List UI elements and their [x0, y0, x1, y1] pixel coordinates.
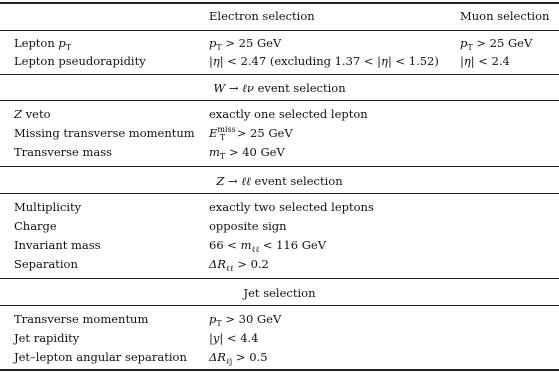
row-label: Lepton pseudorapidity — [14, 54, 146, 68]
table-row — [0, 124, 559, 142]
row-value: $\Delta R_{\ell j} > 0.5$ — [209, 350, 268, 366]
row-label: Separation — [14, 257, 78, 271]
header-row — [0, 7, 559, 25]
row-value: $p_T > 30$ GeV — [209, 312, 282, 328]
section-rule — [0, 305, 559, 306]
table-row — [0, 143, 559, 161]
row-label: Transverse momentum — [14, 312, 149, 326]
table-row — [0, 329, 559, 347]
row-label: Invariant mass — [14, 238, 101, 252]
row-label: Jet rapidity — [14, 331, 80, 345]
table-row — [0, 217, 559, 235]
section-rule — [0, 74, 559, 75]
table-row — [0, 310, 559, 328]
muon-value: |η| < 2.4 — [460, 54, 510, 68]
section-title-z: Z → ℓℓ event selection — [216, 174, 343, 188]
muon-value: $p_T > 25$ GeV — [460, 36, 533, 52]
electron-value: |η| < 2.47 (excluding 1.37 < |η| < 1.52) — [209, 54, 439, 68]
table-row — [0, 105, 559, 123]
row-label: Charge — [14, 219, 57, 233]
section-title-w: W → ℓν event selection — [213, 81, 346, 95]
table-row — [0, 198, 559, 216]
bottom-rule — [0, 369, 559, 371]
section-title-jet: Jet selection — [243, 286, 316, 300]
table-row — [0, 52, 559, 70]
row-label: Multiplicity — [14, 200, 82, 214]
table-row — [0, 255, 559, 273]
row-value: exactly one selected lepton — [209, 107, 368, 121]
row-value: |y| < 4.4 — [209, 331, 259, 345]
section-rule — [0, 278, 559, 279]
header-electron: Electron selection — [209, 9, 315, 23]
row-label: Z veto — [14, 107, 51, 121]
row-value: $m_T > 40$ GeV — [209, 145, 285, 161]
row-value: opposite sign — [209, 219, 287, 233]
row-value: $E^{miss}_T > 25$ GeV — [209, 125, 293, 142]
section-rule — [0, 193, 559, 194]
row-value: exactly two selected leptons — [209, 200, 374, 214]
section-rule — [0, 166, 559, 167]
row-label: Lepton $p_T$ — [14, 36, 72, 52]
electron-value: $p_T > 25$ GeV — [209, 36, 282, 52]
header-rule — [0, 30, 559, 31]
row-label: Jet–lepton angular separation — [14, 350, 187, 364]
row-value: $66 < m_{\ell\ell} < 116$ GeV — [209, 238, 327, 254]
row-label: Missing transverse momentum — [14, 126, 195, 140]
section-rule — [0, 100, 559, 101]
header-muon: Muon selection — [460, 9, 550, 23]
table-row — [0, 236, 559, 254]
table-row — [0, 34, 559, 52]
top-rule — [0, 2, 559, 4]
table-row — [0, 348, 559, 366]
row-label: Transverse mass — [14, 145, 113, 159]
row-value: $\Delta R_{\ell\ell} > 0.2$ — [209, 257, 269, 273]
